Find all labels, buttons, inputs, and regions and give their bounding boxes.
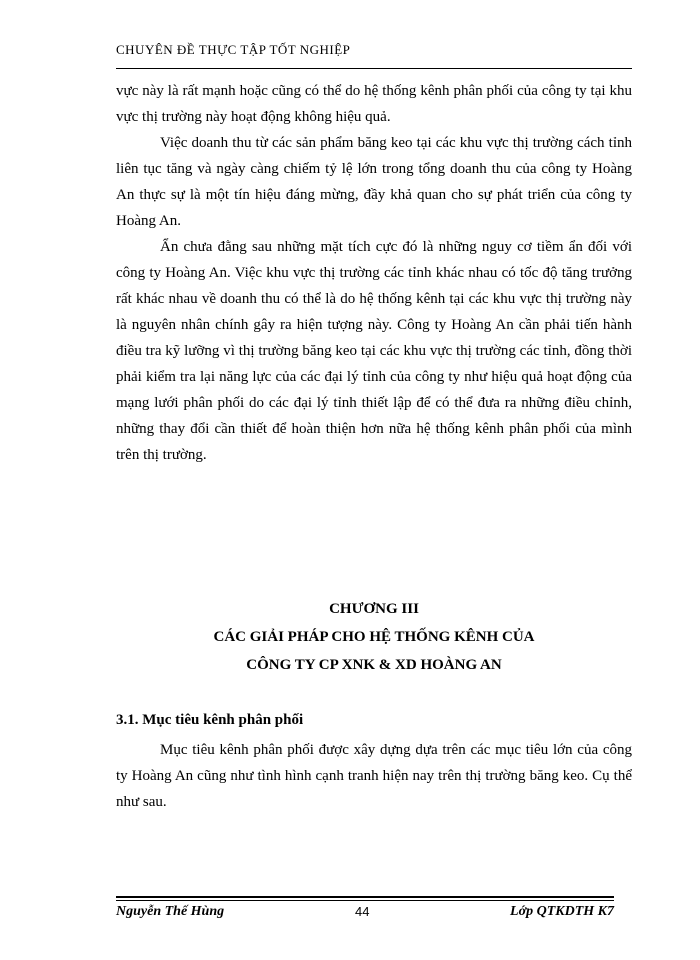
body-text — [116, 78, 632, 468]
section-heading: 3.1. Mục tiêu kênh phân phối — [116, 712, 304, 728]
page-number: 44 — [355, 904, 370, 919]
footer-class: Lớp QTKDTH K7 — [510, 904, 614, 919]
header-divider — [116, 68, 632, 69]
chapter-title-line: CÁC GIẢI PHÁP CHO HỆ THỐNG KÊNH CỦA — [213, 629, 535, 645]
paragraph: Mục tiêu kênh phân phối được xây dựng dựa trên các mục tiêu lớn của công ty Hoàng An cũng như tình hình cạnh tranh hiện nay trên thị trường băng keo. Cụ thể như sau. — [116, 742, 632, 810]
chapter-heading — [116, 595, 632, 679]
paragraph: Việc doanh thu từ các sản phẩm băng keo tại các khu vực thị trường cách tỉnh liên tục tăng và ngày càng chiếm tỷ lệ lớn trong tổng doanh thu của công ty Hoàng An thực sự là một tín hiệu đáng mừng, đầy khả quan cho sự phát triển của công ty Hoàng An. — [116, 135, 632, 229]
section-body — [116, 737, 632, 815]
chapter-title-line: CÔNG TY CP XNK & XD HOÀNG AN — [246, 657, 502, 673]
page-header: CHUYÊN ĐỀ THỰC TẬP TỐT NGHIỆP — [116, 42, 351, 57]
footer-divider — [116, 900, 614, 901]
chapter-number: CHƯƠNG III — [329, 601, 419, 617]
footer-divider — [116, 896, 614, 898]
paragraph: Ẩn chưa đằng sau những mặt tích cực đó là những nguy cơ tiềm ẩn đối với công ty Hoàng An. Việc khu vực thị trường các tỉnh khác nhau có tốc độ tăng trưởng rất khác nhau về doanh thu có thể là do hệ thống kênh tại các khu vực thị trường này là nguyên nhân chính gây ra hiện tượng này. Công ty Hoàng An cần phải tiến hành điều tra kỹ lưỡng vì thị trường băng keo tại các khu vực thị trường các tỉnh, đồng thời phải kiểm tra lại năng lực của các đại lý tỉnh của công ty như hiệu quả hoạt động của mạng lưới phân phối do các đại lý tỉnh thiết lập để có thể đưa ra những điều chỉnh, những thay đổi cần thiết để hoàn thiện hơn nữa hệ thống kênh phân phối của mình trên thị trường. — [116, 239, 632, 463]
footer-author: Nguyễn Thế Hùng — [116, 904, 225, 919]
paragraph: vực này là rất mạnh hoặc cũng có thể do hệ thống kênh phân phối của công ty tại khu vực thị trường này hoạt động không hiệu quả. — [116, 83, 632, 125]
